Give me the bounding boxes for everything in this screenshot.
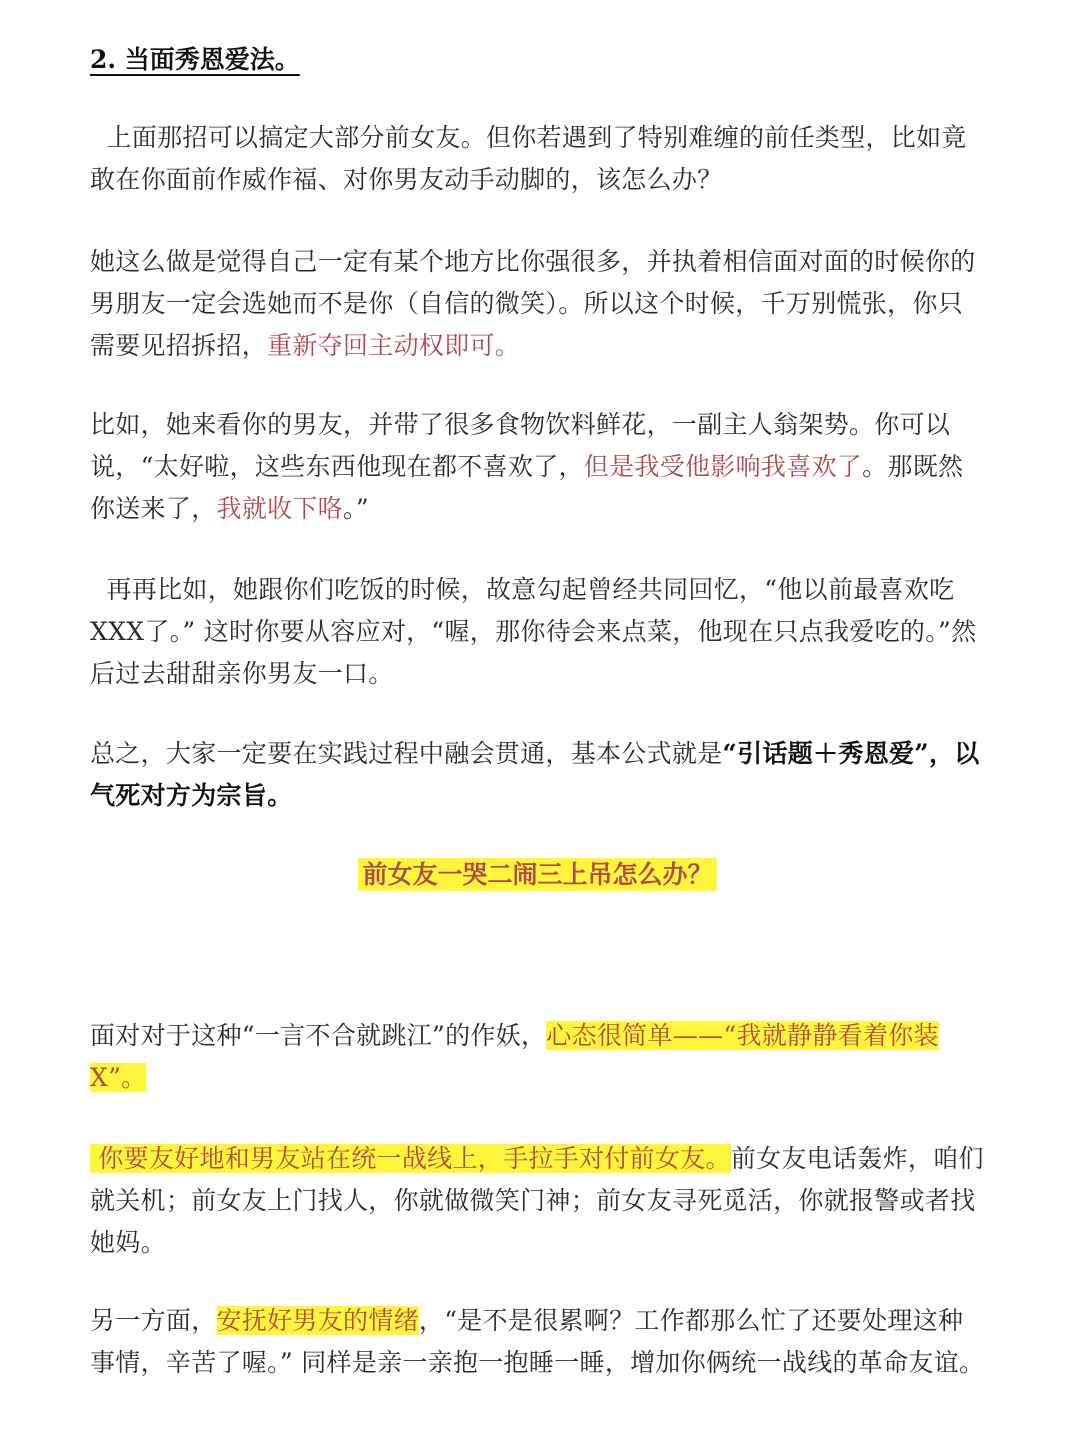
alliance-highlight: 你要友好地和男友站在统一战线上，手拉手对付前女友。: [90, 1144, 731, 1173]
section-heading: 2. 当面秀恩爱法。: [90, 45, 300, 74]
paragraph-reason-text: 她这么做是觉得自己一定有某个地方比你强很多，并执着相信面对面的时候你的男朋友一定会选她而不是你（自信的微笑）。所以这个时候，千万别慌张，你只需要见招拆招，: [90, 247, 976, 360]
example-2-text: 再再比如，她跟你们吃饭的时候，故意勾起曾经共同回忆，“他以前最喜欢吃XXX了。” 这时你要从容应对，“喔，那你待会来点菜，他现在只点我爱吃的。”然后过去甜甜亲你男友一口。: [90, 575, 977, 688]
example-1-red-a: 但是我受他影响我喜欢了: [583, 452, 863, 481]
example-1-red-b: 我就收下咯: [216, 494, 344, 523]
paragraph-summary: [90, 733, 985, 817]
paragraph-alliance: [90, 1138, 985, 1264]
alliance-text: 前女友电话轰炸，咱们就关机；前女友上门找人，你就做微笑门神；前女友寻死觅活，你就报警或者找她妈。: [90, 1144, 984, 1257]
paragraph-mindset: [90, 1015, 985, 1099]
paragraph-example-2: [90, 569, 985, 695]
paragraph-example-1: [90, 404, 985, 530]
comfort-text-a: 另一方面，: [90, 1306, 217, 1335]
paragraph-comfort: [90, 1300, 985, 1384]
mindset-text: 面对对于这种“一言不合就跳江”的作妖，: [90, 1021, 547, 1050]
example-1-text-b: 。那既然你送来了，: [90, 452, 964, 523]
section-title: [90, 854, 985, 896]
example-1-text-a: 比如，她来看你的男友，并带了很多食物饮料鲜花，一副主人翁架势。你可以说，“太好啦，这些东西他现在都不喜欢了，: [90, 410, 951, 481]
section-title-text: 前女友一哭二闹三上吊怎么办？: [358, 858, 716, 891]
paragraph-intro: [90, 117, 985, 201]
summary-bold-formula: “引话题＋秀恩爱”，以气死对方为宗旨。: [90, 739, 980, 810]
mindset-highlight: 心态很简单——“我就静静看着你装X”。: [90, 1021, 939, 1092]
summary-text: 总之，大家一定要在实践过程中融会贯通，基本公式就是: [90, 739, 723, 768]
paragraph-reason: [90, 241, 985, 367]
comfort-text-b: ，“是不是很累啊？工作都那么忙了还要处理这种事情，辛苦了喔。” 同样是亲一亲抱一抱睡一睡，增加你俩统一战线的革命友谊。: [90, 1306, 985, 1377]
paragraph-intro-text: 上面那招可以搞定大部分前女友。但你若遇到了特别难缠的前任类型，比如竟敢在你面前作威作福、对你男友动手动脚的，该怎么办？: [90, 123, 967, 194]
example-1-text-c: 。”: [343, 494, 369, 523]
red-emphasis-text: 重新夺回主动权即可。: [267, 331, 521, 360]
comfort-highlight: 安抚好男友的情绪: [216, 1306, 419, 1335]
